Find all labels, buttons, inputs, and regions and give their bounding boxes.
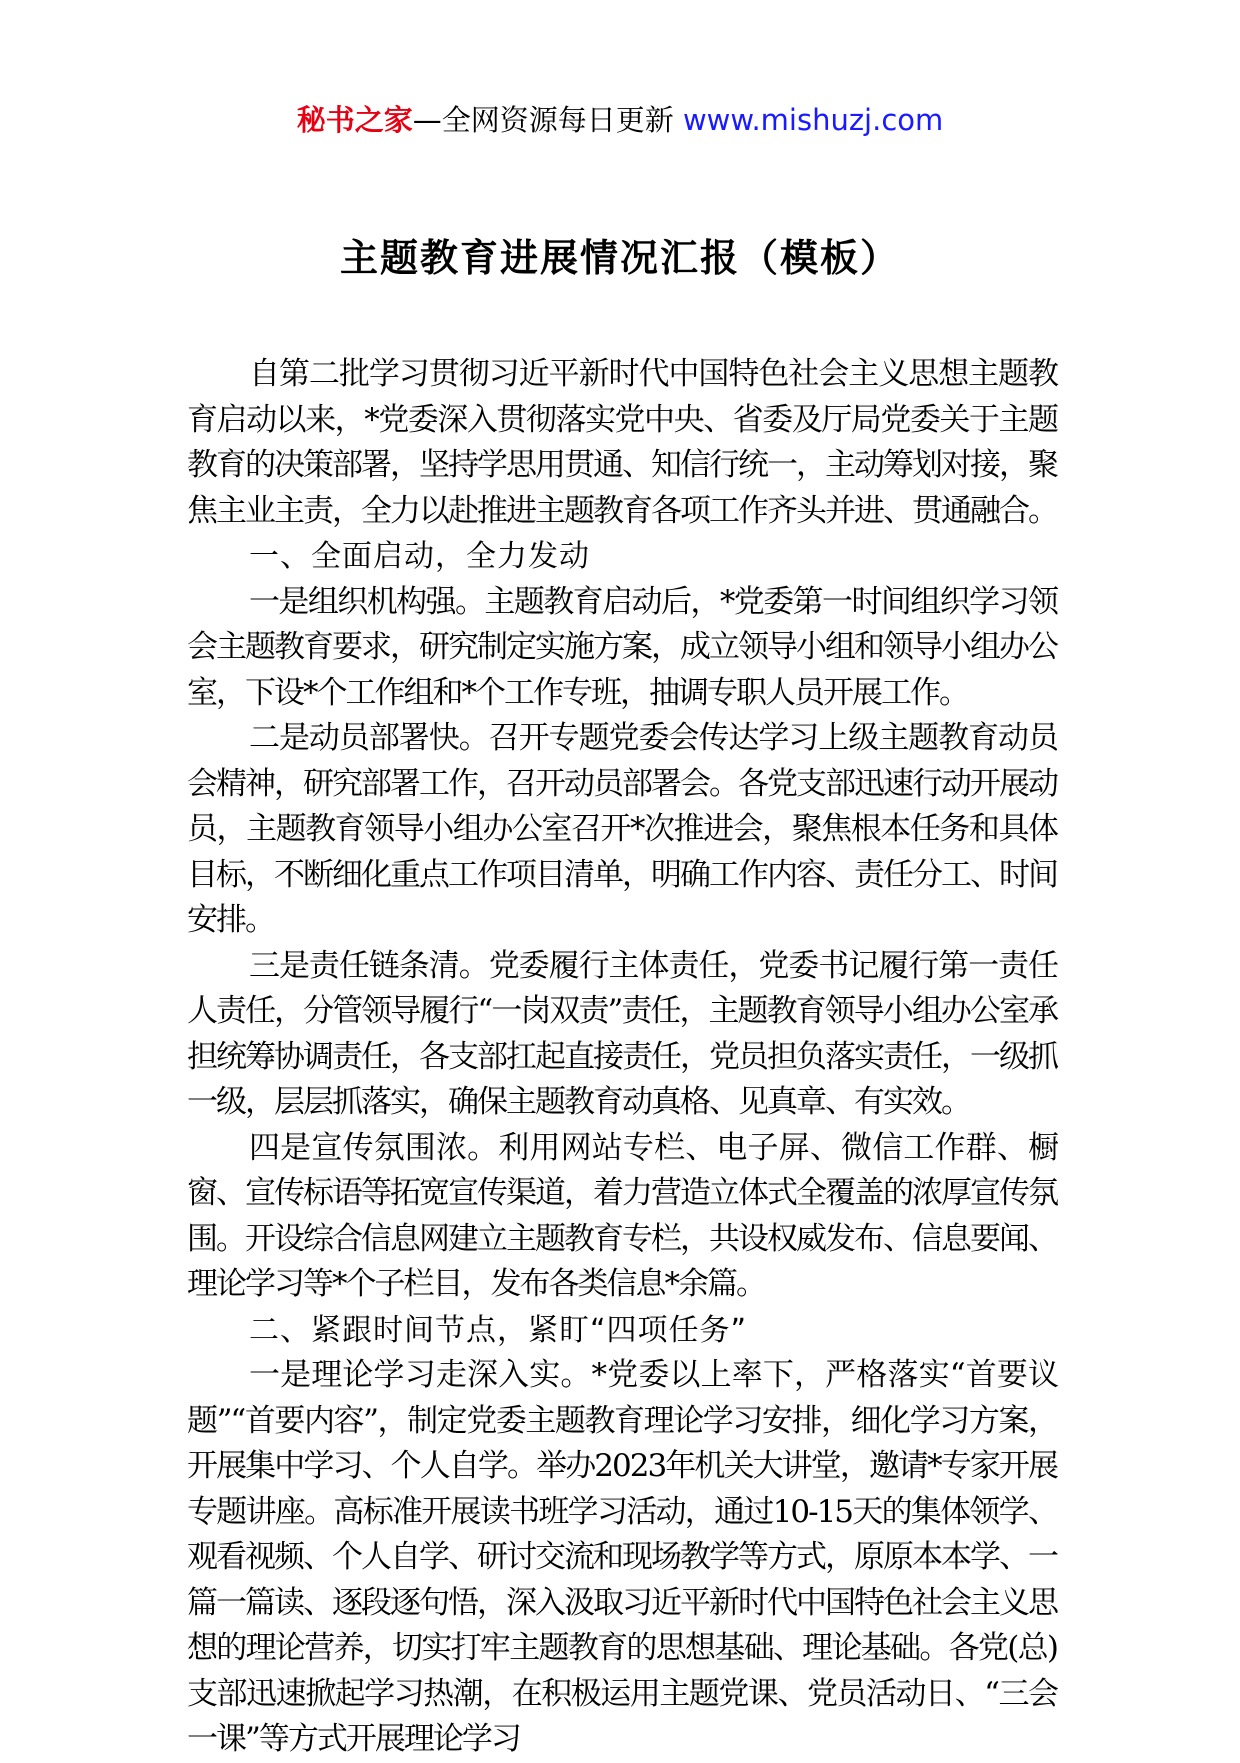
site-header [0,100,1240,140]
section-heading-1: 一、全面启动，全力发动 [249,539,590,574]
site-url-link[interactable]: www.mishuzj.com [682,103,944,137]
document-title: 主题教育进展情况汇报（模板） [339,236,900,280]
section1-paragraph-3: 三是责任链条清。党委履行主体责任，党委书记履行第一责任人责任，分管领导履行“一岗双责”责任，主题教育领导小组办公室承担统筹协调责任，各支部扛起直接责任，党员担负落实责任，一级抓一级，层层抓落实，确保主题教育动真格、见真章、有实效。 [187,947,1057,1120]
section-heading-2: 二、紧跟时间节点，紧盯“四项任务” [249,1312,748,1348]
intro-paragraph: 自第二批学习贯彻习近平新时代中国特色社会主义思想主题教育启动以来，*党委深入贯彻落实党中央、省委及厅局党委关于主题教育的决策部署，坚持学思用贯通、知信行统一，主动筹划对接，聚焦主业主责，全力以赴推进主题教育各项工作齐头并进、贯通融合。 [187,356,1057,529]
section2-paragraph-1: 一是理论学习走深入实。*党委以上率下，严格落实“首要议题”“首要内容”，制定党委主题教育理论学习安排，细化学习方案，开展集中学习、个人自学。举办2023年机关大讲堂，邀请*专家开展专题讲座。高标准开展读书班学习活动，通过10-15天的集体领学、观看视频、个人自学、研讨交流和现场教学等方式，原原本本学、一篇一篇读、逐段逐句悟，深入汲取习近平新时代中国特色社会主义思想的理论营养，切实打牢主题教育的思想基础、理论基础。各党(总)支部迅速掀起学习热潮，在积极运用主题党课、党员活动日、“三会一课”等方式开展理论学习 [187,1357,1057,1757]
document-body [187,352,1057,1763]
section1-paragraph-4: 四是宣传氛围浓。利用网站专栏、电子屏、微信工作群、橱窗、宣传标语等拓宽宣传渠道，着力营造立体式全覆盖的浓厚宣传氛围。开设综合信息网建立主题教育专栏，共设权威发布、信息要闻、理论学习等*个子栏目，发布各类信息*余篇。 [187,1129,1057,1302]
brand-name: 秘书之家 [296,103,413,137]
section1-paragraph-1: 一是组织机构强。主题教育启动后，*党委第一时间组织学习领会主题教育要求，研究制定实施方案，成立领导小组和领导小组办公室，下设*个工作组和*个工作专班，抽调专职人员开展工作。 [187,583,1057,711]
header-tagline: —全网资源每日更新 [412,103,674,137]
section1-paragraph-2: 二是动员部署快。召开专题党委会传达学习上级主题教育动员会精神，研究部署工作，召开动员部署会。各党支部迅速行动开展动员，主题教育领导小组办公室召开*次推进会，聚焦根本任务和具体目标，不断细化重点工作项目清单，明确工作内容、责任分工、时间安排。 [187,720,1057,938]
